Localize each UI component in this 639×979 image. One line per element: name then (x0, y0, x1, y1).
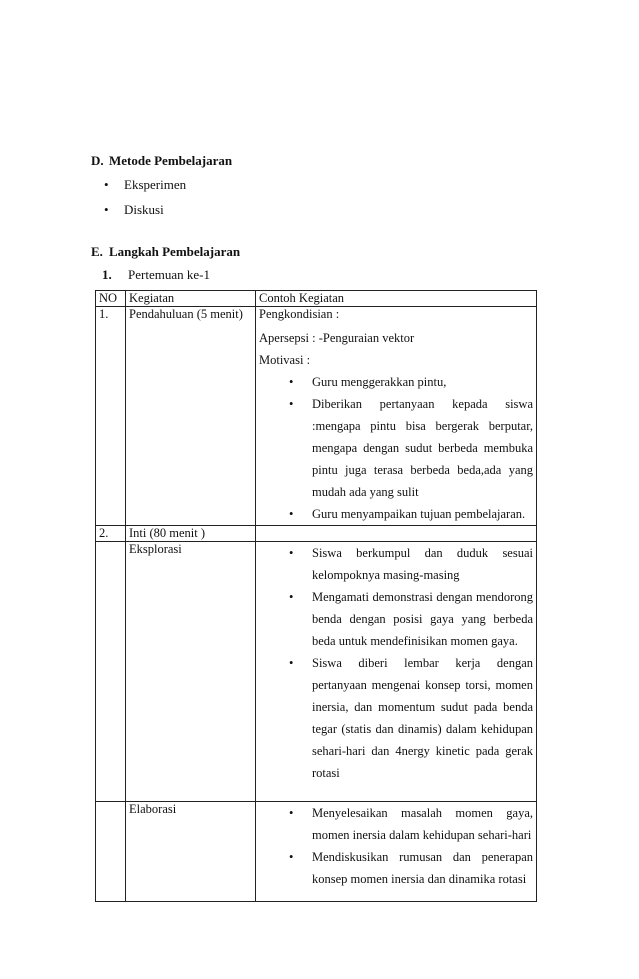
section-d-heading (91, 153, 232, 169)
elaborasi-contoh (256, 802, 537, 902)
table-row (96, 307, 537, 526)
list-item (104, 202, 164, 218)
row1-no: 1. (96, 307, 126, 526)
bullet-icon: • (289, 507, 294, 521)
header-kegiatan: Kegiatan (126, 291, 256, 307)
header-contoh-kegiatan: Contoh Kegiatan (256, 291, 537, 307)
row1-line-2: Apersepsi : -Penguraian vektor (259, 331, 415, 345)
row2-kegiatan: Inti (80 menit ) (126, 526, 256, 542)
section-e-heading (91, 244, 240, 260)
method-item-1: Eksperimen (124, 177, 187, 192)
header-no: NO (96, 291, 126, 307)
list-item: • Siswa berkumpul dan duduk sesuai kelompoknya masing-masing (289, 542, 533, 586)
row1-bullets (259, 371, 533, 525)
bullet-icon: • (289, 590, 294, 604)
row1-line-3: Motivasi : (259, 353, 311, 367)
table-row (96, 526, 537, 542)
section-d-title: Metode Pembelajaran (109, 153, 233, 168)
bullet-icon: • (289, 850, 294, 864)
bullet-icon: • (289, 656, 294, 670)
row1-kegiatan: Pendahuluan (5 menit) (126, 307, 256, 526)
eksplorasi-label: Eksplorasi (126, 542, 256, 802)
table-row (96, 802, 537, 902)
table-header-row (96, 291, 537, 307)
bullet-icon: • (289, 397, 294, 411)
table-row (96, 542, 537, 802)
list-item (104, 177, 186, 193)
row2-no: 2. (96, 526, 126, 542)
elaborasi-bullets (259, 802, 533, 890)
list-item: • Guru menyampaikan tujuan pembelajaran. (289, 503, 533, 525)
row1-contoh (256, 307, 537, 526)
row1-line-1: Pengkondisian : (259, 307, 340, 321)
list-item: • Menyelesaikan masalah momen gaya, momen inersia dalam kehidupan sehari-hari (289, 802, 533, 846)
section-e-letter: E. (91, 244, 103, 259)
eksplorasi-contoh (256, 542, 537, 802)
section-d-letter: D. (91, 153, 104, 168)
bullet-icon: • (104, 177, 109, 192)
method-item-2: Diskusi (124, 202, 164, 217)
eksplorasi-bullets (259, 542, 533, 784)
meeting-title: Pertemuan ke-1 (128, 267, 210, 282)
bullet-icon: • (104, 202, 109, 217)
section-e-title: Langkah Pembelajaran (109, 244, 241, 259)
bullet-icon: • (289, 806, 294, 820)
list-item: • Mendiskusikan rumusan dan penerapan konsep momen inersia dan dinamika rotasi (289, 846, 533, 890)
meeting-number: 1. (102, 267, 112, 282)
meeting-subheading (102, 267, 210, 283)
list-item: • Siswa diberi lembar kerja dengan pertanyaan mengenai konsep torsi, momen inersia, dan momentum sudut pada benda tegar (statis dan dinamis) dalam kehidupan sehari-hari dan 4nergy kinetic pada gerak rotasi (289, 652, 533, 784)
activity-table (95, 290, 537, 902)
bullet-icon: • (289, 375, 294, 389)
bullet-icon: • (289, 546, 294, 560)
list-item: • Guru menggerakkan pintu, (289, 371, 533, 393)
list-item: • Diberikan pertanyaan kepada siswa :mengapa pintu bisa bergerak berputar, mengapa dengan sudut berbeda membuka pintu juga terasa berbeda beda,ada yang mudah ada yang sulit (289, 393, 533, 503)
list-item: • Mengamati demonstrasi dengan mendorong benda dengan posisi gaya yang berbeda beda untuk mendefinisikan momen gaya. (289, 586, 533, 652)
elaborasi-label: Elaborasi (126, 802, 256, 902)
